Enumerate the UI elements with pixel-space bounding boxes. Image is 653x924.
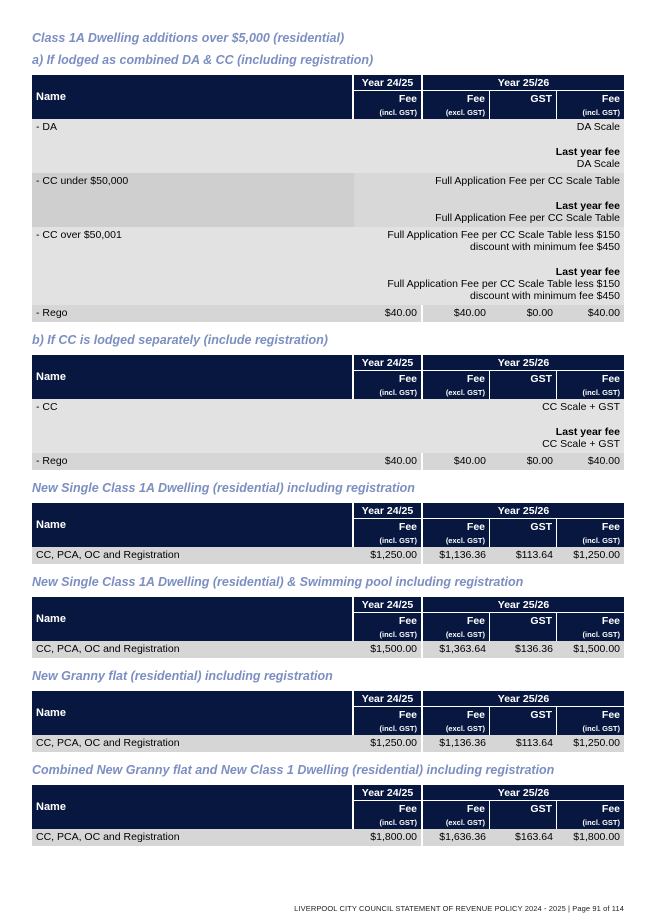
cell-incl: $1,250.00 xyxy=(557,735,624,752)
fee-table-dwelling-pool xyxy=(32,597,624,658)
col-header-name: Name xyxy=(32,597,354,641)
table-row xyxy=(32,641,624,658)
col-subheader-incl-prev: (incl. GST) xyxy=(354,534,423,547)
col-subheader-gst-blank xyxy=(490,386,557,399)
col-subheader-gst-blank xyxy=(490,628,557,641)
cell-excl: $1,636.36 xyxy=(423,829,490,846)
col-subheader-incl-prev: (incl. GST) xyxy=(354,386,423,399)
row-name: - DA xyxy=(32,119,354,173)
section-title: New Granny flat (residential) including registration xyxy=(32,669,333,683)
col-subheader-incl: (incl. GST) xyxy=(557,106,624,119)
col-subheader-incl: (incl. GST) xyxy=(557,628,624,641)
table-row xyxy=(32,173,624,227)
row-fee-text xyxy=(354,173,624,227)
col-header-fee-prev: Fee xyxy=(354,801,423,816)
last-year-text-line-1: Full Application Fee per CC Scale Table less $150 xyxy=(387,278,620,290)
page-footer: LIVERPOOL CITY COUNCIL STATEMENT OF REVENUE POLICY 2024 - 2025 | Page 91 of 114 xyxy=(294,904,624,913)
col-subheader-gst-blank xyxy=(490,534,557,547)
col-header-year-prev: Year 24/25 xyxy=(354,75,423,91)
cell-gst: $0.00 xyxy=(490,305,557,322)
col-header-fee-prev: Fee xyxy=(354,91,423,106)
col-header-name: Name xyxy=(32,785,354,829)
col-subheader-excl: (excl. GST) xyxy=(423,628,490,641)
last-year-label: Last year fee xyxy=(555,426,620,438)
col-subheader-excl: (excl. GST) xyxy=(423,106,490,119)
row-name: - Rego xyxy=(32,305,354,322)
fee-table-single-dwelling xyxy=(32,503,624,564)
table-row xyxy=(32,305,624,322)
section-b-title: b) If CC is lodged separately (include registration) xyxy=(32,333,328,347)
table-row xyxy=(32,119,624,173)
col-header-fee-prev: Fee xyxy=(354,519,423,534)
col-subheader-incl-prev: (incl. GST) xyxy=(354,722,423,735)
col-header-gst: GST xyxy=(490,371,557,386)
cell-incl: $40.00 xyxy=(557,305,624,322)
cell-prev-incl: $40.00 xyxy=(354,453,423,470)
col-header-fee-excl: Fee xyxy=(423,519,490,534)
col-header-fee-excl: Fee xyxy=(423,707,490,722)
col-header-fee-excl: Fee xyxy=(423,613,490,628)
cell-prev-incl: $1,500.00 xyxy=(354,641,423,658)
col-header-name: Name xyxy=(32,691,354,735)
fee-table-b xyxy=(32,355,624,470)
col-header-year-curr: Year 25/26 xyxy=(423,785,624,801)
last-year-text: Full Application Fee per CC Scale Table xyxy=(435,212,620,224)
col-subheader-gst-blank xyxy=(490,722,557,735)
col-header-fee-excl: Fee xyxy=(423,801,490,816)
row-name: - Rego xyxy=(32,453,354,470)
table-row xyxy=(32,829,624,846)
col-header-year-curr: Year 25/26 xyxy=(423,597,624,613)
section-title: New Single Class 1A Dwelling (residential) & Swimming pool including registration xyxy=(32,575,524,589)
cell-gst: $163.64 xyxy=(490,829,557,846)
row-fee-text xyxy=(354,119,624,173)
cell-incl: $1,250.00 xyxy=(557,547,624,564)
col-header-year-curr: Year 25/26 xyxy=(423,503,624,519)
table-row xyxy=(32,735,624,752)
fee-table-combined-granny-dwelling xyxy=(32,785,624,846)
row-name: CC, PCA, OC and Registration xyxy=(32,735,354,752)
col-header-fee-incl: Fee xyxy=(557,91,624,106)
cell-prev-incl: $1,250.00 xyxy=(354,735,423,752)
col-subheader-incl: (incl. GST) xyxy=(557,816,624,829)
col-header-gst: GST xyxy=(490,91,557,106)
col-header-year-prev: Year 24/25 xyxy=(354,785,423,801)
last-year-label: Last year fee xyxy=(555,200,620,212)
cell-incl: $1,500.00 xyxy=(557,641,624,658)
row-name: CC, PCA, OC and Registration xyxy=(32,641,354,658)
cell-incl: $1,800.00 xyxy=(557,829,624,846)
fee-text-line-2: discount with minimum fee $450 xyxy=(470,241,620,253)
col-subheader-incl-prev: (incl. GST) xyxy=(354,816,423,829)
row-name: - CC xyxy=(32,399,354,453)
col-header-year-prev: Year 24/25 xyxy=(354,691,423,707)
fee-table-granny-flat xyxy=(32,691,624,752)
cell-gst: $113.64 xyxy=(490,735,557,752)
row-fee-text xyxy=(354,399,624,453)
col-subheader-gst-blank xyxy=(490,106,557,119)
table-row xyxy=(32,453,624,470)
last-year-label: Last year fee xyxy=(555,266,620,278)
fee-text: Full Application Fee per CC Scale Table xyxy=(435,175,620,187)
row-name: - CC over $50,001 xyxy=(32,227,354,305)
col-header-year-curr: Year 25/26 xyxy=(423,355,624,371)
col-header-gst: GST xyxy=(490,707,557,722)
cell-gst: $0.00 xyxy=(490,453,557,470)
col-subheader-incl: (incl. GST) xyxy=(557,534,624,547)
col-header-fee-incl: Fee xyxy=(557,801,624,816)
fee-text: DA Scale xyxy=(576,121,620,133)
last-year-text: DA Scale xyxy=(576,158,620,170)
col-header-year-prev: Year 24/25 xyxy=(354,355,423,371)
col-header-year-curr: Year 25/26 xyxy=(423,691,624,707)
row-name: CC, PCA, OC and Registration xyxy=(32,547,354,564)
row-fee-text xyxy=(354,227,624,305)
col-header-fee-incl: Fee xyxy=(557,707,624,722)
table-row xyxy=(32,547,624,564)
cell-excl: $40.00 xyxy=(423,453,490,470)
cell-gst: $113.64 xyxy=(490,547,557,564)
table-row xyxy=(32,227,624,305)
table-row xyxy=(32,399,624,453)
col-header-gst: GST xyxy=(490,519,557,534)
fee-text: CC Scale + GST xyxy=(542,401,620,413)
col-header-year-curr: Year 25/26 xyxy=(423,75,624,91)
col-header-name: Name xyxy=(32,355,354,399)
section-title: Combined New Granny flat and New Class 1 Dwelling (residential) including registration xyxy=(32,763,555,777)
col-subheader-incl: (incl. GST) xyxy=(557,386,624,399)
last-year-label: Last year fee xyxy=(555,146,620,158)
col-header-gst: GST xyxy=(490,801,557,816)
col-header-year-prev: Year 24/25 xyxy=(354,597,423,613)
col-subheader-excl: (excl. GST) xyxy=(423,386,490,399)
fee-text-line-1: Full Application Fee per CC Scale Table less $150 xyxy=(387,229,620,241)
col-subheader-excl: (excl. GST) xyxy=(423,816,490,829)
col-header-fee-prev: Fee xyxy=(354,707,423,722)
col-header-fee-incl: Fee xyxy=(557,613,624,628)
col-header-name: Name xyxy=(32,75,354,119)
row-name: CC, PCA, OC and Registration xyxy=(32,829,354,846)
col-header-fee-prev: Fee xyxy=(354,613,423,628)
col-header-name: Name xyxy=(32,503,354,547)
cell-excl: $1,363.64 xyxy=(423,641,490,658)
col-subheader-excl: (excl. GST) xyxy=(423,722,490,735)
page xyxy=(32,0,624,846)
row-name: - CC under $50,000 xyxy=(32,173,354,227)
col-header-fee-prev: Fee xyxy=(354,371,423,386)
section-a-title: a) If lodged as combined DA & CC (including registration) xyxy=(32,53,374,67)
cell-prev-incl: $1,800.00 xyxy=(354,829,423,846)
cell-gst: $136.36 xyxy=(490,641,557,658)
col-subheader-excl: (excl. GST) xyxy=(423,534,490,547)
last-year-text-line-2: discount with minimum fee $450 xyxy=(470,290,620,302)
col-header-fee-incl: Fee xyxy=(557,519,624,534)
col-subheader-incl: (incl. GST) xyxy=(557,722,624,735)
last-year-text: CC Scale + GST xyxy=(542,438,620,450)
cell-excl: $1,136.36 xyxy=(423,735,490,752)
col-header-fee-excl: Fee xyxy=(423,91,490,106)
col-subheader-incl-prev: (incl. GST) xyxy=(354,628,423,641)
col-header-fee-incl: Fee xyxy=(557,371,624,386)
cell-excl: $40.00 xyxy=(423,305,490,322)
col-header-gst: GST xyxy=(490,613,557,628)
col-subheader-gst-blank xyxy=(490,816,557,829)
cell-prev-incl: $1,250.00 xyxy=(354,547,423,564)
fee-table-a xyxy=(32,75,624,322)
cell-excl: $1,136.36 xyxy=(423,547,490,564)
col-header-fee-excl: Fee xyxy=(423,371,490,386)
col-header-year-prev: Year 24/25 xyxy=(354,503,423,519)
cell-incl: $40.00 xyxy=(557,453,624,470)
col-subheader-incl-prev: (incl. GST) xyxy=(354,106,423,119)
section-title: New Single Class 1A Dwelling (residential) including registration xyxy=(32,481,415,495)
cell-prev-incl: $40.00 xyxy=(354,305,423,322)
main-heading: Class 1A Dwelling additions over $5,000 (residential) xyxy=(32,31,345,45)
